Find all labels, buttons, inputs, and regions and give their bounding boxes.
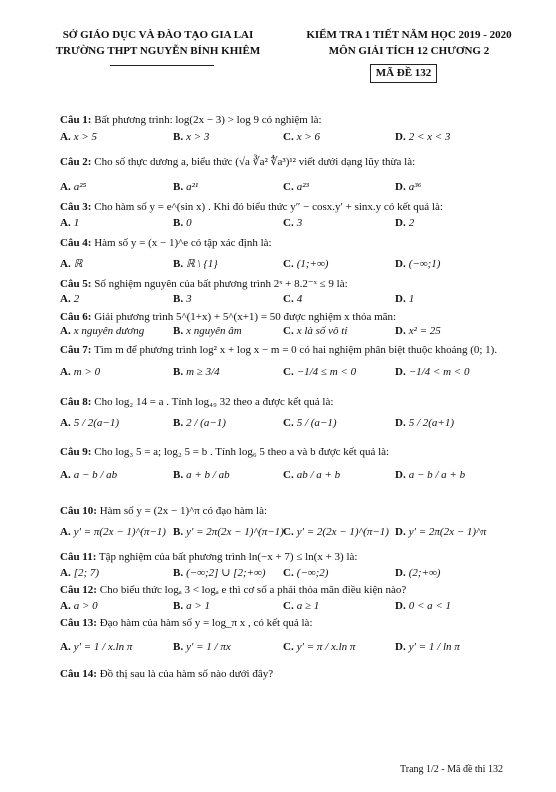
option-text: (2;+∞) [408, 567, 441, 579]
question-text: Đồ thị sau là của hàm số nào dưới đây? [96, 668, 274, 680]
options-row [60, 416, 510, 430]
option-letter: A. [60, 366, 71, 378]
options-row [60, 292, 510, 306]
option-letter: B. [173, 641, 184, 653]
option-d [395, 216, 414, 230]
option-text: m > 0 [73, 366, 101, 378]
header-left [54, 27, 262, 59]
option-text: x² = 25 [408, 325, 441, 337]
option-text: y′ = 1 / ln π [408, 641, 460, 653]
question-5 [60, 278, 348, 291]
option-c [283, 416, 337, 430]
option-letter: A. [60, 417, 71, 429]
question-label: Câu 5: [60, 278, 92, 290]
question-8 [60, 396, 333, 409]
option-text: 1 [73, 217, 80, 229]
option-letter: C. [283, 641, 294, 653]
option-text: y′ = 1 / x.ln π [73, 641, 133, 653]
option-text: a²⁵ [73, 181, 87, 193]
option-text: y′ = 2π(2x − 1)^π [408, 526, 487, 538]
option-letter: B. [173, 366, 184, 378]
question-10 [60, 505, 267, 518]
question-label: Câu 8: [60, 396, 92, 408]
options-row [60, 599, 510, 613]
option-letter: A. [60, 526, 71, 538]
option-a [60, 468, 117, 482]
question-1 [60, 114, 322, 127]
option-c [283, 324, 347, 338]
option-d [395, 416, 454, 430]
option-letter: C. [283, 258, 294, 270]
option-letter: D. [395, 131, 406, 143]
option-d [395, 324, 441, 338]
question-12 [60, 584, 406, 597]
option-text: 5 / (a−1) [296, 417, 337, 429]
option-letter: D. [395, 526, 406, 538]
option-letter: D. [395, 258, 406, 270]
option-text: m ≥ 3/4 [186, 366, 220, 378]
option-d [395, 257, 440, 271]
question-label: Câu 12: [60, 584, 97, 596]
option-d [395, 130, 450, 144]
option-text: 2 < x < 3 [408, 131, 451, 143]
option-letter: B. [173, 600, 184, 612]
option-text: x nguyên âm [186, 325, 242, 337]
option-letter: A. [60, 258, 71, 270]
option-letter: C. [283, 325, 294, 337]
option-text: ℝ \ {1} [186, 258, 218, 270]
options-row [60, 257, 510, 271]
option-letter: C. [283, 217, 294, 229]
option-c [283, 180, 309, 194]
option-text: x nguyên dương [73, 325, 145, 337]
option-letter: A. [60, 217, 71, 229]
question-11 [60, 551, 357, 564]
options-row [60, 180, 510, 194]
option-text: −1/4 ≤ m < 0 [296, 366, 357, 378]
option-b [173, 566, 266, 580]
option-text: a − b / ab [73, 469, 118, 481]
option-letter: C. [283, 131, 294, 143]
option-text: 0 [186, 217, 192, 229]
page-footer: Trang 1/2 - Mã đề thi 132 [400, 764, 503, 775]
option-text: y′ = 2π(2x − 1)^(π−1) [186, 526, 284, 538]
option-a [60, 180, 86, 194]
question-text: Bất phương trình: log(2x − 3) > log 9 có nghiệm là: [91, 114, 322, 126]
option-a [60, 365, 100, 379]
option-text: (−∞;1) [408, 258, 441, 270]
option-text: y′ = 1 / πx [186, 641, 231, 653]
option-text: ℝ [73, 258, 83, 270]
question-text: Cho log₃ 5 = a; log₂ 5 = b . Tính log₆ 5 theo a và b được kết quả là: [91, 446, 390, 458]
option-text: a − b / a + b [408, 469, 466, 481]
exam-code-box: MÃ ĐỀ 132 [370, 64, 437, 83]
option-d [395, 468, 465, 482]
option-text: x > 3 [186, 131, 210, 143]
subject-title: MÔN GIẢI TÍCH 12 CHƯƠNG 2 [328, 45, 490, 57]
question-label: Câu 4: [60, 237, 92, 249]
option-text: a + b / ab [186, 469, 230, 481]
option-a [60, 416, 119, 430]
option-b [173, 130, 209, 144]
question-label: Câu 1: [60, 114, 92, 126]
question-7 [60, 344, 497, 357]
question-text: Cho biểu thức logₐ 3 < logₐ e thì cơ số a phải thỏa mãn điều kiện nào? [96, 584, 407, 596]
option-letter: C. [283, 600, 294, 612]
options-row [60, 640, 510, 654]
option-b [173, 640, 231, 654]
option-b [173, 257, 218, 271]
option-text: 0 < a < 1 [408, 600, 452, 612]
option-letter: C. [283, 469, 294, 481]
option-c [283, 365, 356, 379]
options-row [60, 324, 510, 338]
question-14 [60, 668, 273, 681]
question-text: Số nghiệm nguyên của bất phương trình 2ˣ + 8.2⁻ˣ ≤ 9 là: [91, 278, 348, 290]
option-letter: D. [395, 366, 406, 378]
option-letter: A. [60, 567, 71, 579]
option-text: 3 [296, 217, 303, 229]
option-text: 5 / 2(a−1) [73, 417, 120, 429]
option-c [283, 525, 389, 539]
option-b [173, 180, 198, 194]
question-13 [60, 617, 313, 630]
question-text: Cho log₂ 14 = a . Tính log₄₉ 32 theo a được kết quả là: [91, 396, 334, 408]
option-d [395, 180, 421, 194]
option-letter: A. [60, 293, 71, 305]
question-label: Câu 11: [60, 551, 97, 563]
option-letter: C. [283, 417, 294, 429]
option-d [395, 640, 460, 654]
option-letter: A. [60, 181, 71, 193]
option-a [60, 566, 99, 580]
options-row [60, 130, 510, 144]
option-text: y′ = π(2x − 1)^(π−1) [73, 526, 166, 538]
option-d [395, 525, 486, 539]
option-c [283, 640, 355, 654]
question-text: Tập nghiệm của bất phương trình ln(−x + 7) ≤ ln(x + 3) là: [96, 551, 358, 563]
option-c [283, 292, 302, 306]
option-letter: B. [173, 469, 184, 481]
option-d [395, 292, 414, 306]
option-text: (−∞;2] ∪ [2;+∞) [186, 567, 266, 579]
option-c [283, 468, 340, 482]
option-letter: C. [283, 366, 294, 378]
option-letter: B. [173, 567, 184, 579]
question-label: Câu 10: [60, 505, 97, 517]
question-label: Câu 13: [60, 617, 97, 629]
option-b [173, 292, 192, 306]
option-letter: B. [173, 526, 184, 538]
options-row [60, 525, 510, 539]
option-letter: A. [60, 469, 71, 481]
option-text: a > 0 [73, 600, 98, 612]
option-a [60, 324, 144, 338]
option-a [60, 525, 166, 539]
option-b [173, 324, 242, 338]
options-row [60, 365, 510, 379]
option-letter: D. [395, 417, 406, 429]
question-label: Câu 6: [60, 311, 92, 323]
question-text: Tìm m để phương trình log² x + log x − m = 0 có hai nghiệm phân biệt thuộc khoảng (0; 1). [91, 344, 498, 356]
option-d [395, 599, 451, 613]
option-letter: A. [60, 325, 71, 337]
option-a [60, 599, 98, 613]
option-b [173, 525, 284, 539]
option-text: y′ = 2(2x − 1)^(π−1) [296, 526, 389, 538]
option-text: a²³ [296, 181, 309, 193]
question-2 [60, 156, 415, 169]
option-letter: A. [60, 131, 71, 143]
question-9 [60, 446, 389, 459]
option-text: (−∞;2) [296, 567, 329, 579]
option-letter: D. [395, 325, 406, 337]
option-text: 1 [408, 293, 415, 305]
option-letter: B. [173, 217, 184, 229]
option-letter: D. [395, 567, 406, 579]
option-letter: C. [283, 526, 294, 538]
school-name: TRƯỜNG THPT NGUYỄN BỈNH KHIÊM [55, 45, 261, 57]
option-text: −1/4 < m < 0 [408, 366, 470, 378]
question-text: Đạo hàm của hàm số y = log_π x , có kết quả là: [96, 617, 313, 629]
option-text: (1;+∞) [296, 258, 329, 270]
option-text: a³⁶ [408, 181, 422, 193]
option-letter: A. [60, 641, 71, 653]
option-letter: D. [395, 469, 406, 481]
option-text: 2 [408, 217, 415, 229]
question-text: Hàm số y = (2x − 1)^π có đạo hàm là: [96, 505, 268, 517]
option-text: x là số vô tỉ [296, 325, 348, 337]
option-d [395, 566, 440, 580]
option-text: a > 1 [186, 600, 211, 612]
option-a [60, 216, 79, 230]
header-underline [110, 65, 214, 66]
question-text: Cho số thực dương a, biểu thức (√a ∛a² ∜a³)¹² viết dưới dạng lũy thừa là: [91, 156, 416, 168]
options-row [60, 468, 510, 482]
option-letter: A. [60, 600, 71, 612]
option-letter: C. [283, 567, 294, 579]
option-text: 5 / 2(a+1) [408, 417, 455, 429]
option-b [173, 599, 210, 613]
option-text: a²¹ [186, 181, 199, 193]
options-row [60, 566, 510, 580]
option-a [60, 130, 97, 144]
question-text: Cho hàm số y = e^(sin x) . Khi đó biểu thức y″ − cosx.y′ + sinx.y có kết quả là: [91, 201, 443, 213]
option-d [395, 365, 469, 379]
department-name: SỞ GIÁO DỤC VÀ ĐÀO TẠO GIA LAI [62, 29, 254, 41]
option-letter: C. [283, 293, 294, 305]
question-label: Câu 14: [60, 668, 97, 680]
option-letter: B. [173, 325, 184, 337]
option-a [60, 292, 79, 306]
option-letter: D. [395, 641, 406, 653]
option-c [283, 130, 320, 144]
question-label: Câu 7: [60, 344, 92, 356]
option-text: ab / a + b [296, 469, 341, 481]
option-a [60, 257, 82, 271]
option-letter: B. [173, 131, 184, 143]
option-text: x > 6 [296, 131, 321, 143]
option-letter: B. [173, 293, 184, 305]
option-text: 2 [73, 293, 80, 305]
option-text: 2 / (a−1) [186, 417, 226, 429]
option-b [173, 216, 192, 230]
option-text: x > 5 [73, 131, 98, 143]
option-text: [2; 7) [73, 567, 100, 579]
option-letter: D. [395, 600, 406, 612]
question-label: Câu 2: [60, 156, 92, 168]
question-text: Hàm số y = (x − 1)^e có tập xác định là: [91, 237, 272, 249]
question-label: Câu 3: [60, 201, 92, 213]
option-c [283, 599, 319, 613]
option-b [173, 468, 230, 482]
option-c [283, 216, 302, 230]
option-c [283, 566, 328, 580]
exam-title: KIỂM TRA 1 TIẾT NĂM HỌC 2019 - 2020 [306, 29, 512, 41]
header-right [296, 27, 522, 59]
option-text: 3 [186, 293, 192, 305]
option-letter: B. [173, 258, 184, 270]
question-label: Câu 9: [60, 446, 92, 458]
option-letter: D. [395, 181, 406, 193]
option-letter: C. [283, 181, 294, 193]
option-letter: D. [395, 217, 406, 229]
option-a [60, 640, 132, 654]
question-6 [60, 311, 396, 324]
option-letter: D. [395, 293, 406, 305]
option-letter: B. [173, 181, 184, 193]
option-text: 4 [296, 293, 303, 305]
option-b [173, 365, 220, 379]
option-letter: B. [173, 417, 184, 429]
option-text: a ≥ 1 [296, 600, 320, 612]
option-text: y′ = π / x.ln π [296, 641, 356, 653]
option-b [173, 416, 226, 430]
question-text: Giải phương trình 5^(1+x) + 5^(x+1) = 50 được nghiệm x thỏa mãn: [91, 311, 397, 323]
option-c [283, 257, 328, 271]
question-4 [60, 237, 272, 250]
options-row [60, 216, 510, 230]
question-3 [60, 201, 443, 214]
